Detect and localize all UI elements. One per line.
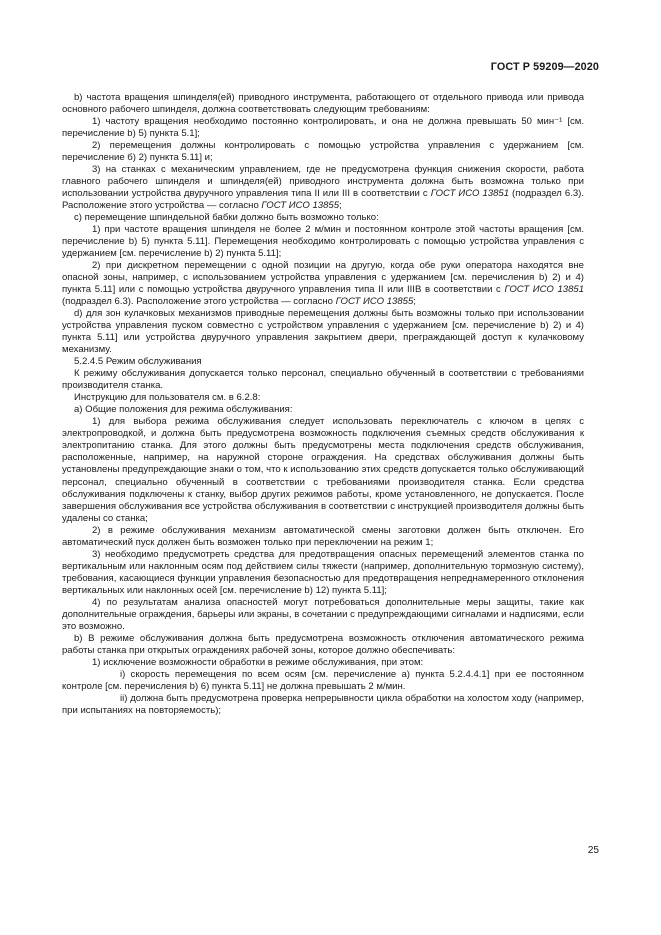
paragraph-16: 4) по результатам анализа опасностей могут потребоваться дополнительные меры защиты, такие как дополнительные ограждения, барьеры или экраны, в сочетании с предупреждающими сигналами и надписями, если это возможно. bbox=[62, 596, 584, 632]
paragraph-19: i) скорость перемещения по всем осям [см. перечисление а) пункта 5.2.4.4.1] при ее постоянном контроле [см. перечисления b) 6) пункта 5.11] не должна превышать 2 м/мин. bbox=[62, 668, 584, 692]
paragraph-8: d) для зон кулачковых механизмов приводные перемещения должны быть возможны только при использовании устройства управления пуском совместно с устройством управления с удержанием [см. перечисление b) 2) и 4) пункта 5.11] или устройства двуручного управления закрытием двери, преграждающей доступ к кулачковому механизму. bbox=[62, 308, 584, 356]
paragraph-12: a) Общие положения для режима обслуживания: bbox=[74, 404, 293, 416]
paragraph-11: Инструкцию для пользователя см. в 6.2.8: bbox=[74, 392, 261, 404]
paragraph-20: ii) должна быть предусмотрена проверка непрерывности цикла обработки на холостом ходу (например, при испытаниях на повторяемость); bbox=[62, 692, 584, 716]
paragraph-2: 1) частоту вращения необходимо постоянно контролировать, и она не должна превышать 50 мин⁻¹ [см. перечисление b) 5) пункта 5.1]; bbox=[62, 116, 584, 140]
document-body bbox=[62, 92, 584, 717]
paragraph-9: 5.2.4.5 Режим обслуживания bbox=[74, 356, 202, 368]
page-number: 25 bbox=[587, 845, 599, 856]
paragraph-3: 2) перемещения должны контролировать с помощью устройства управления с удержанием [см. перечисление б) 2) пункта 5.11] и; bbox=[62, 140, 584, 164]
paragraph-10: К режиму обслуживания допускается только персонал, специально обученный в соответствии с требованиями производителя станка. bbox=[62, 368, 584, 392]
paragraph-18: 1) исключение возможности обработки в режиме обслуживания, при этом: bbox=[92, 656, 424, 668]
paragraph-6: 1) при частоте вращения шпинделя не более 2 м/мин и постоянном контроле этой частоты вращения [см. перечисление b) 5) пункта 5.11]. Перемещения необходимо контролировать с помощью устройства управления с удержанием [см. перечисление b) 2) пункта 5.11]; bbox=[62, 224, 584, 260]
paragraph-15: 3) необходимо предусмотреть средства для предотвращения опасных перемещений элементов станка по вертикальным или наклонным осям под действием силы тяжести (например, дополнительную тормозную систему), требования, касающиеся функции управления безопасностью для предотвращения непреднамеренного отклонения вертикальных или наклонных осей [см. перечисление b) 12) пункта 5.11]; bbox=[62, 548, 584, 596]
paragraph-5: c) перемещение шпиндельной бабки должно быть возможно только: bbox=[74, 212, 379, 224]
paragraph-1: b) частота вращения шпинделя(ей) приводного инструмента, работающего от отдельного привода или привода основного рабочего шпинделя, должна соответствовать следующим требованиям: bbox=[62, 92, 584, 116]
paragraph-14: 2) в режиме обслуживания механизм автоматической смены заготовки должен быть отключен. Его автоматический пуск должен быть возможен только при переключении на режим 1; bbox=[62, 524, 584, 548]
paragraph-7: 2) при дискретном перемещении с одной позиции на другую, когда обе руки оператора находятся вне опасной зоны, например, с использованием устройства управления с удержанием [см. перечисления b) 2) и 4) пункта 5.11] или с помощью устройства двуручного управления типа II или IIIB в соответствии с ГОСТ ИСО 13851 (подраздел 6.3). Расположение этого устройства — согласно ГОСТ ИСО 13855; bbox=[62, 260, 585, 308]
document-standard-header: ГОСТ Р 59209—2020 bbox=[490, 61, 599, 73]
paragraph-4: 3) на станках с механическим управлением, где не предусмотрена функция снижения скорости, работа главного рабочего шпинделя и шпинделя(ей) приводного инструмента должна быть возможна только при использовании устройства двуручного управления типа II или III в соответствии с ГОСТ ИСО 13851 (подраздел 6.3). Расположение этого устройства — согласно ГОСТ ИСО 13855; bbox=[62, 164, 585, 212]
paragraph-13: 1) для выбора режима обслуживания следует использовать переключатель с ключом в цепях с электропроводкой, и должна быть предусмотрена возможность подключения съемных средств обслуживания к электропитанию станка. Для этого должны быть предусмотрены места подключения средств обслуживания, расположенные, например, на наружной стороне ограждения. На средствах обслуживания должны быть установлены предупреждающие знаки о том, что к использованию этих средств допускается только обслуживающий персонал, специально обученный в соответствии с требованиями производителя станка. Если средства обслуживания подключены к станку, выбор других режимов работы, кроме установленного, не допускается. После завершения обслуживания все устройства обслуживания в соответствии с инструкцией производителя должны быть удалены со станка; bbox=[62, 416, 584, 524]
paragraph-17: b) В режиме обслуживания должна быть предусмотрена возможность отключения автоматического режима работы станка при открытых ограждениях рабочей зоны, которое должно обеспечивать: bbox=[62, 632, 584, 656]
